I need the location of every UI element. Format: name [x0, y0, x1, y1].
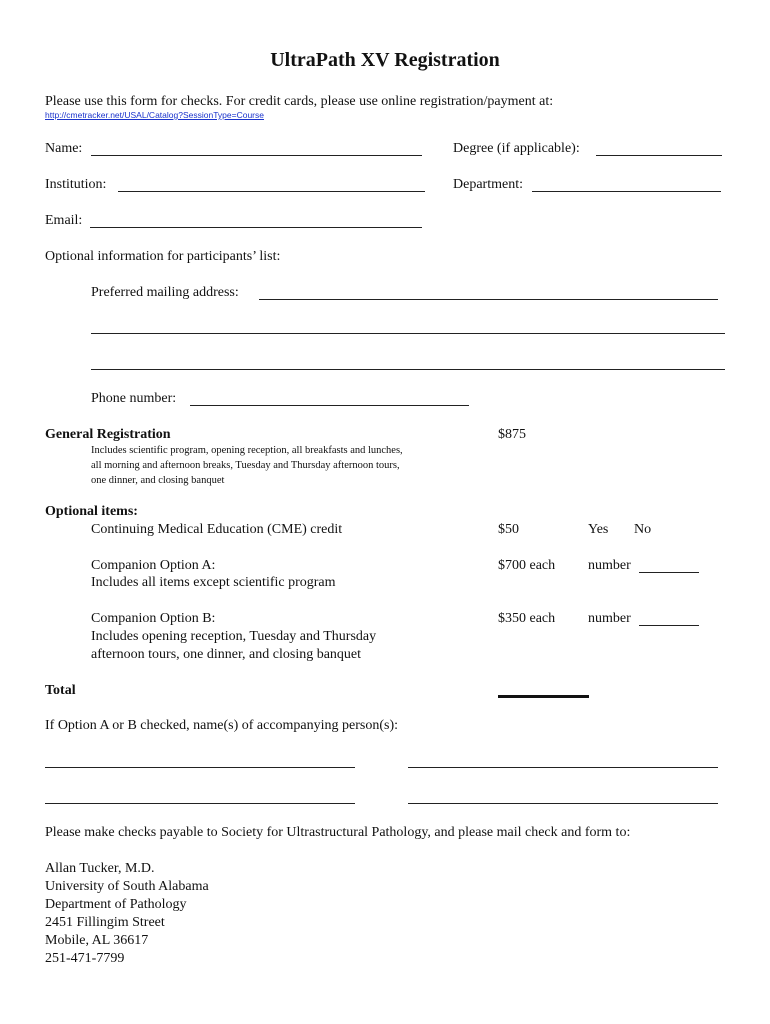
companion-b-desc-1: Includes opening reception, Tuesday and Thursday — [91, 629, 377, 644]
email-label: Email: — [45, 213, 83, 228]
mailing-address-field-3[interactable] — [91, 369, 725, 370]
mailing-address-label: Preferred mailing address: — [91, 285, 239, 300]
total-label: Total — [45, 683, 76, 698]
page-title: UltraPath XV Registration — [270, 49, 500, 71]
department-label: Department: — [453, 177, 523, 192]
address-line-4: 2451 Fillingim Street — [45, 915, 165, 930]
general-desc-line-2: all morning and afternoon breaks, Tuesday and Thursday afternoon tours, — [91, 460, 400, 471]
institution-label: Institution: — [45, 177, 107, 192]
accompanying-label: If Option A or B checked, name(s) of accompanying person(s): — [45, 718, 399, 733]
accompanying-name-field-3[interactable] — [45, 803, 355, 804]
address-line-5: Mobile, AL 36617 — [45, 933, 149, 948]
address-line-3: Department of Pathology — [45, 897, 187, 912]
cme-label: Continuing Medical Education (CME) credit — [91, 522, 343, 537]
total-field[interactable] — [498, 695, 589, 698]
intro-text: Please use this form for checks. For credit cards, please use online registration/payment at: — [45, 94, 554, 109]
department-field[interactable] — [532, 191, 721, 192]
companion-b-number-field[interactable] — [639, 625, 699, 626]
general-desc-line-3: one dinner, and closing banquet — [91, 475, 225, 486]
companion-a-price: $700 each — [498, 558, 556, 573]
payable-instructions: Please make checks payable to Society for Ultrastructural Pathology, and please mail check and form to: — [45, 825, 631, 840]
institution-field[interactable] — [118, 191, 425, 192]
accompanying-name-field-1[interactable] — [45, 767, 355, 768]
address-line-2: University of South Alabama — [45, 879, 209, 894]
companion-b-number-label: number — [588, 611, 631, 626]
degree-field[interactable] — [596, 155, 722, 156]
general-registration-price: $875 — [498, 427, 526, 442]
address-phone: 251-471-7799 — [45, 951, 125, 966]
accompanying-name-field-4[interactable] — [408, 803, 718, 804]
registration-link[interactable]: http://cmetracker.net/USAL/Catalog?SessionType=Course — [45, 110, 264, 120]
email-field[interactable] — [90, 227, 422, 228]
degree-label: Degree (if applicable): — [453, 141, 580, 156]
cme-yes-option[interactable]: Yes — [588, 522, 609, 537]
cme-no-option[interactable]: No — [634, 522, 652, 537]
companion-b-price: $350 each — [498, 611, 556, 626]
phone-field[interactable] — [190, 405, 469, 406]
optional-info-heading: Optional information for participants’ list: — [45, 249, 281, 264]
general-desc-line-1: Includes scientific program, opening reception, all breakfasts and lunches, — [91, 445, 403, 456]
optional-items-heading: Optional items: — [45, 504, 138, 519]
name-label: Name: — [45, 141, 83, 156]
companion-a-desc: Includes all items except scientific program — [91, 575, 336, 590]
mailing-address-field-1[interactable] — [259, 299, 718, 300]
accompanying-name-field-2[interactable] — [408, 767, 718, 768]
general-registration-label: General Registration — [45, 427, 171, 442]
companion-a-label: Companion Option A: — [91, 558, 216, 573]
phone-label: Phone number: — [91, 391, 177, 406]
name-field[interactable] — [91, 155, 422, 156]
companion-a-number-label: number — [588, 558, 631, 573]
companion-a-number-field[interactable] — [639, 572, 699, 573]
mailing-address-field-2[interactable] — [91, 333, 725, 334]
companion-b-label: Companion Option B: — [91, 611, 216, 626]
cme-price: $50 — [498, 522, 519, 537]
companion-b-desc-2: afternoon tours, one dinner, and closing banquet — [91, 647, 362, 662]
address-line-1: Allan Tucker, M.D. — [45, 861, 155, 876]
